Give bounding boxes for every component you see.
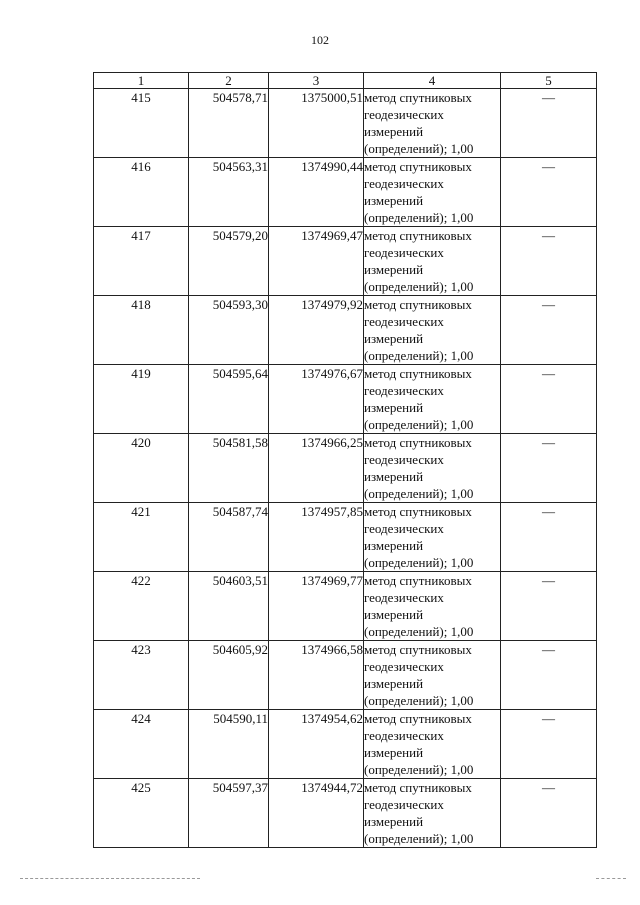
column-header: 2 (189, 73, 269, 89)
point-number-cell: 424 (94, 710, 189, 779)
method-cell: метод спутниковых геодезических измерений (определений); 1,00 (364, 227, 501, 296)
table-row (94, 296, 597, 365)
table-row (94, 641, 597, 710)
method-cell: метод спутниковых геодезических измерений (определений); 1,00 (364, 710, 501, 779)
table-row (94, 710, 597, 779)
table-row (94, 227, 597, 296)
x-coordinate-cell: 504603,51 (189, 572, 269, 641)
point-number-cell: 423 (94, 641, 189, 710)
note-cell: — (501, 779, 597, 848)
x-coordinate-cell: 504593,30 (189, 296, 269, 365)
scan-artifact-right (596, 878, 626, 880)
point-number-cell: 417 (94, 227, 189, 296)
note-cell: — (501, 365, 597, 434)
y-coordinate-cell: 1374990,44 (269, 158, 364, 227)
point-number-cell: 415 (94, 89, 189, 158)
method-cell: метод спутниковых геодезических измерений (определений); 1,00 (364, 89, 501, 158)
note-cell: — (501, 641, 597, 710)
table-row (94, 89, 597, 158)
method-cell: метод спутниковых геодезических измерений (определений); 1,00 (364, 158, 501, 227)
table-header-row (94, 73, 597, 89)
x-coordinate-cell: 504605,92 (189, 641, 269, 710)
method-cell: метод спутниковых геодезических измерений (определений); 1,00 (364, 365, 501, 434)
table-row (94, 572, 597, 641)
note-cell: — (501, 503, 597, 572)
method-cell: метод спутниковых геодезических измерений (определений); 1,00 (364, 572, 501, 641)
table-row (94, 503, 597, 572)
point-number-cell: 418 (94, 296, 189, 365)
x-coordinate-cell: 504597,37 (189, 779, 269, 848)
x-coordinate-cell: 504581,58 (189, 434, 269, 503)
x-coordinate-cell: 504587,74 (189, 503, 269, 572)
y-coordinate-cell: 1374969,77 (269, 572, 364, 641)
y-coordinate-cell: 1374944,72 (269, 779, 364, 848)
column-header: 4 (364, 73, 501, 89)
point-number-cell: 416 (94, 158, 189, 227)
x-coordinate-cell: 504578,71 (189, 89, 269, 158)
y-coordinate-cell: 1374969,47 (269, 227, 364, 296)
table-row (94, 365, 597, 434)
note-cell: — (501, 572, 597, 641)
column-header: 1 (94, 73, 189, 89)
y-coordinate-cell: 1374966,25 (269, 434, 364, 503)
table-row (94, 779, 597, 848)
method-cell: метод спутниковых геодезических измерений (определений); 1,00 (364, 641, 501, 710)
note-cell: — (501, 434, 597, 503)
y-coordinate-cell: 1374979,92 (269, 296, 364, 365)
y-coordinate-cell: 1374957,85 (269, 503, 364, 572)
y-coordinate-cell: 1375000,51 (269, 89, 364, 158)
y-coordinate-cell: 1374954,62 (269, 710, 364, 779)
scan-artifact-left (20, 878, 200, 880)
method-cell: метод спутниковых геодезических измерений (определений); 1,00 (364, 296, 501, 365)
method-cell: метод спутниковых геодезических измерений (определений); 1,00 (364, 779, 501, 848)
y-coordinate-cell: 1374976,67 (269, 365, 364, 434)
table-row (94, 434, 597, 503)
note-cell: — (501, 158, 597, 227)
page-number: 102 (311, 33, 329, 47)
column-header: 5 (501, 73, 597, 89)
note-cell: — (501, 227, 597, 296)
x-coordinate-cell: 504563,31 (189, 158, 269, 227)
note-cell: — (501, 710, 597, 779)
note-cell: — (501, 89, 597, 158)
table-row (94, 158, 597, 227)
x-coordinate-cell: 504595,64 (189, 365, 269, 434)
point-number-cell: 425 (94, 779, 189, 848)
y-coordinate-cell: 1374966,58 (269, 641, 364, 710)
method-cell: метод спутниковых геодезических измерений (определений); 1,00 (364, 434, 501, 503)
method-cell: метод спутниковых геодезических измерений (определений); 1,00 (364, 503, 501, 572)
point-number-cell: 421 (94, 503, 189, 572)
point-number-cell: 422 (94, 572, 189, 641)
x-coordinate-cell: 504579,20 (189, 227, 269, 296)
coordinates-table (93, 72, 597, 848)
point-number-cell: 419 (94, 365, 189, 434)
point-number-cell: 420 (94, 434, 189, 503)
x-coordinate-cell: 504590,11 (189, 710, 269, 779)
note-cell: — (501, 296, 597, 365)
column-header: 3 (269, 73, 364, 89)
